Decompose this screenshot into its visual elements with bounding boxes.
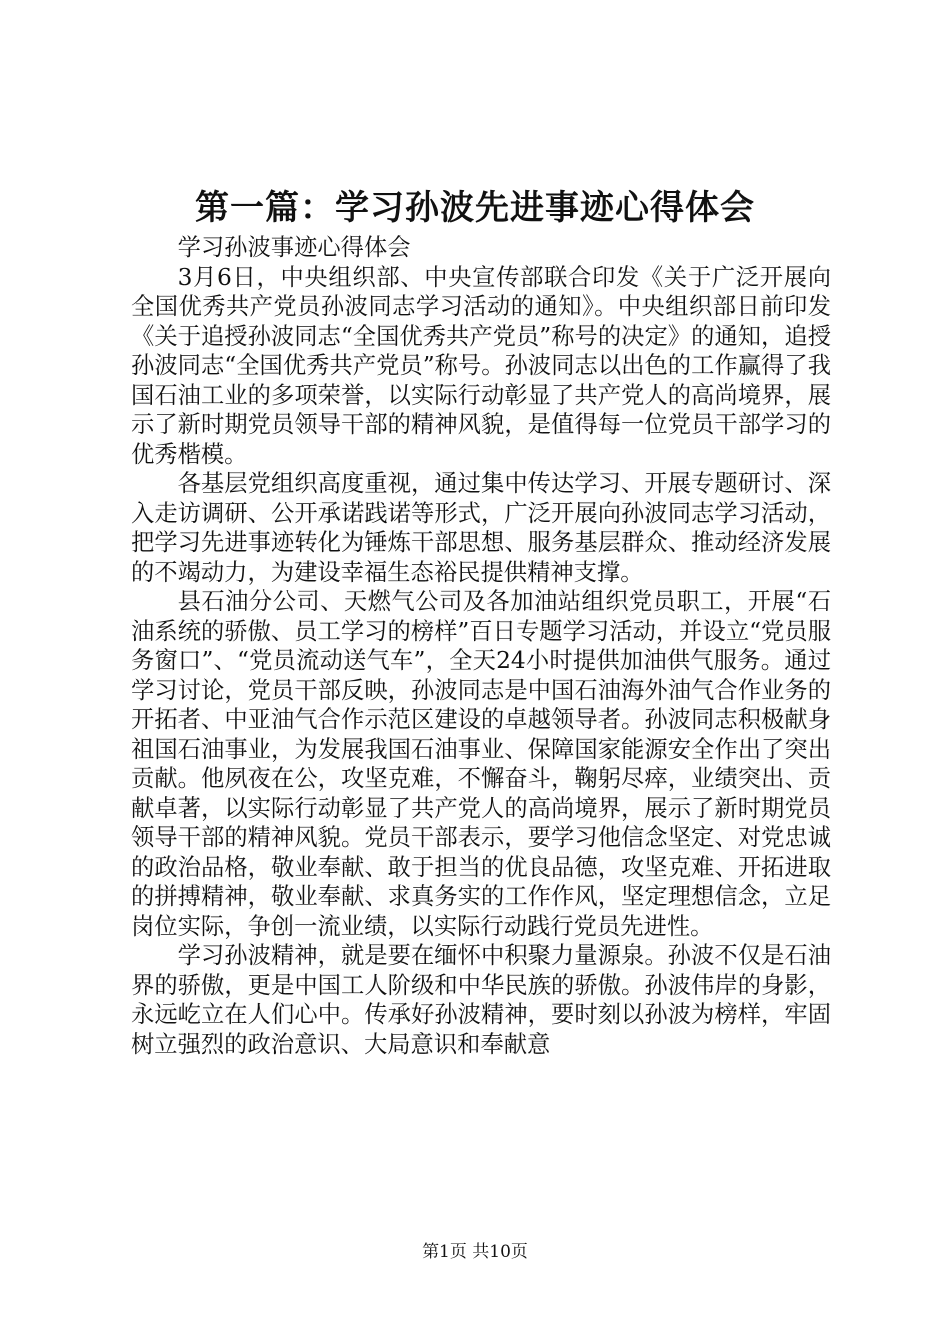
page-footer: 第1页 共10页 (422, 1242, 528, 1262)
subtitle-line: 学习孙波事迹心得体会 (177, 234, 411, 261)
paragraph-4: 学习孙波精神，就是要在缅怀中积聚力量源泉。孙波不仅是石油界的骄傲，更是中国工人阶级和中华民族的骄傲。孙波伟岸的身影，永远屹立在人们心中。传承好孙波精神，要时刻以孙波为榜样，牢固树立强烈的政治意识、大局意识和奉献意 (131, 942, 831, 1058)
paragraph-3: 县石油分公司、天燃气公司及各加油站组织党员职工，开展“石油系统的骄傲、员工学习的榜样”百日专题学习活动，并设立“党员服务窗口”、“党员流动送气车”，全天24小时提供加油供气服务。通过学习讨论，党员干部反映，孙波同志是中国石油海外油气合作业务的开拓者、中亚油气合作示范区建设的卓越领导者。孙波同志积极献身祖国石油事业，为发展我国石油事业、保障国家能源安全作出了突出贡献。他夙夜在公，攻坚克难，不懈奋斗，鞠躬尽瘁，业绩突出、贡献卓著，以实际行动彰显了共产党人的高尚境界，展示了新时期党员领导干部的精神风貌。党员干部表示，要学习他信念坚定、对党忠诚的政治品格，敬业奉献、敢于担当的优良品德，攻坚克难、开拓进取的拼搏精神，敬业奉献、求真务实的工作作风，坚定理想信念，立足岗位实际，争创一流业绩，以实际行动践行党员先进性。 (131, 588, 831, 940)
document-title: 第一篇：学习孙波先进事迹心得体会 (195, 188, 755, 228)
paragraph-2: 各基层党组织高度重视，通过集中传达学习、开展专题研讨、深入走访调研、公开承诺践诺等形式，广泛开展向孙波同志学习活动，把学习先进事迹转化为锤炼干部思想、服务基层群众、推动经济发展的不竭动力，为建设幸福生态裕民提供精神支撑。 (131, 470, 831, 586)
document-body (131, 233, 831, 1059)
paragraph-1: 3月6日，中央组织部、中央宣传部联合印发《关于广泛开展向全国优秀共产党员孙波同志学习活动的通知》。中央组织部日前印发《关于追授孙波同志“全国优秀共产党员”称号的决定》的通知，追授孙波同志“全国优秀共产党员”称号。孙波同志以出色的工作赢得了我国石油工业的多项荣誉，以实际行动彰显了共产党人的高尚境界，展示了新时期党员领导干部的精神风貌，是值得每一位党员干部学习的优秀楷模。 (131, 263, 831, 468)
